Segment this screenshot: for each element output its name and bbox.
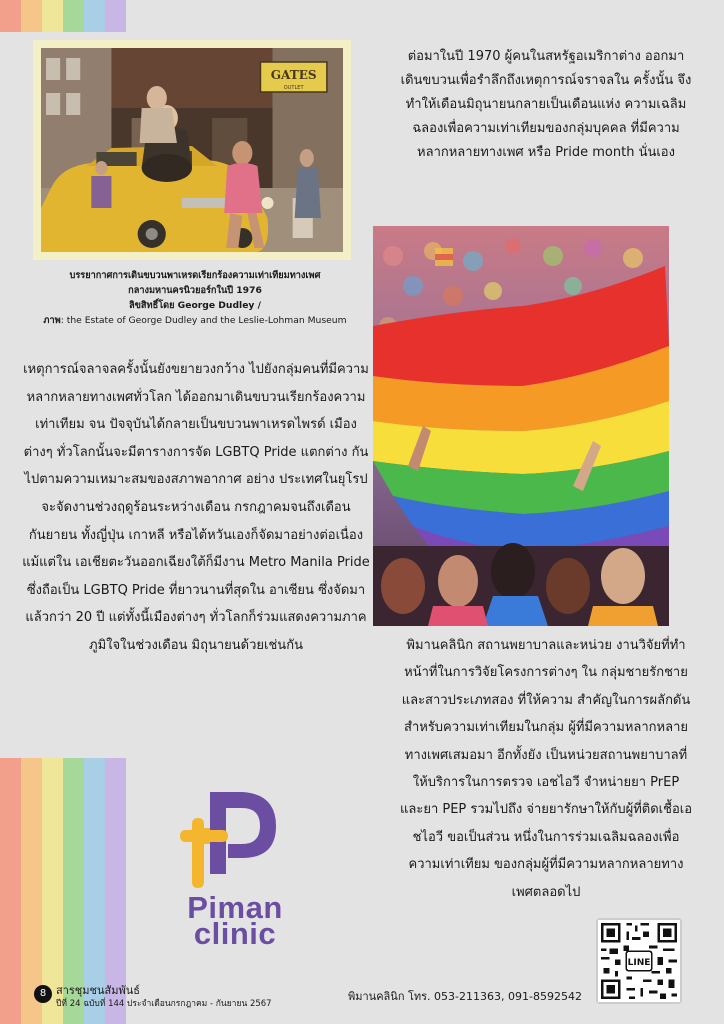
- caption-credit-text: : the Estate of George Dudley and the Leslie-Lohman Museum: [60, 315, 347, 326]
- piman-clinic-logo-text: [160, 890, 310, 951]
- caption-credit-prefix: ภาพ: [43, 315, 61, 326]
- store-sign-text: GATES: [270, 68, 317, 82]
- caption-line-3: ลิขสิทธิ์โดย George Dudley /: [129, 300, 261, 311]
- photo-caption: [20, 268, 370, 328]
- page-number: 8: [34, 985, 52, 1003]
- qr-line-label: LINE: [627, 958, 651, 969]
- store-sign-subtext: OUTLET: [283, 85, 304, 91]
- article-paragraph-1: ต่อมาในปี 1970 ผู้คนในสหรัฐอเมริกาต่าง ออกมาเดินขบวนเพื่อรำลึกถึงเหตุการณ์จราจลใน ครั้งนั้น จึงทำให้เดือนมิถุนายนกลายเป็นเดือนแห่ง ความเฉลิมฉลองเพื่อความเท่าเทียมของกลุ่มบุคคล ที่มีความหลากหลายทางเพศ หรือ Pride month นั่นเอง: [400, 49, 692, 160]
- logo-line-1: Piman: [187, 890, 283, 925]
- logo-line-2: clinic: [193, 916, 277, 951]
- article-paragraph-2: เหตุการณ์จลาจลครั้งนั้นยังขยายวงกว้าง ไปยังกลุ่มคนที่มีความหลากหลายทางเพศทั่วโลก ได้ออกมาเดินขบวนเรียกร้องความเท่าเทียม จน ปัจจุบันได้กลายเป็นขบวนพาเหรดไพรด์ เมืองต่างๆ ทั่วโลกนั้นจะมีตารางการจัด LGBTQ Pride แตกต่าง กันไปตามความเหมาะสมของสภาพอากาศ อย่าง ประเทศในยุโรปจะจัดงานช่วงฤดูร้อนระหว่างเดือน กรกฎาคมจนถึงเดือนกันยายน ทั้งญี่ปุ่น เกาหลี หรือไต้หวันเองก็จัดมาอย่างต่อเนื่อง แม้แต่ใน เอเชียตะวันออกเฉียงใต้ก็มีงาน Metro Manila Pride ซึ่งถือเป็น LGBTQ Pride ที่ยาวนานที่สุดใน อาเซียน ซึ่งจัดมาแล้วกว่า 20 ปี แต่ทั้งนี้เมืองต่างๆ ทั่วโลกก็ร่วมแสดงความภาคภูมิใจในช่วงเดือน มิถุนายนด้วยเช่นกัน: [22, 362, 370, 653]
- article-paragraph-3: พิมานคลินิก สถานพยาบาลและหน่วย งานวิจัยที่ทำหน้าที่ในการวิจัยโครงการต่างๆ ใน กลุ่มชายรักชายและสาวประเภทสอง ที่ให้ความ สำคัญในการผลักดันสำหรับความเท่าเทียมในกลุ่ม ผู้ที่มีความหลากหลายทางเพศเสมอมา อีกทั้งยัง เป็นหน่วยสถานพยาบาลที่ให้บริการในการตรวจ เอชไอวี จำหน่ายยา PrEP และยา PEP รวมไปถึง จ่ายยารักษาให้กับผู้ที่ติดเชื้อเอชไอวี ขอเป็นส่วน หนึ่งในการร่วมเฉลิมฉลองเพื่อความเท่าเทียม ของกลุ่มผู้ที่มีความหลากหลายทางเพศตลอดไป: [400, 638, 693, 900]
- vintage-parade-photo: [33, 40, 351, 260]
- caption-line-1: บรรยากาศการเดินขบวนพาเหรดเรียกร้องความเท่าเทียมทางเพศ: [69, 270, 321, 281]
- clinic-contact: พิมานคลินิก โทร. 053-211363, 091-8592542: [348, 990, 582, 1003]
- line-qr-code[interactable]: [596, 918, 682, 1004]
- publication-name: สารชุมชนสัมพันธ์: [56, 984, 140, 997]
- caption-line-2: กลางมหานครนิวยอร์กในปี 1976: [128, 285, 262, 296]
- caption-credit: [20, 313, 370, 328]
- rainbow-flag-photo: [373, 226, 669, 626]
- publication-issue: ปีที่ 24 ฉบับที่ 144 ประจำเดือนกรกฎาคม - กันยายน 2567: [56, 999, 272, 1009]
